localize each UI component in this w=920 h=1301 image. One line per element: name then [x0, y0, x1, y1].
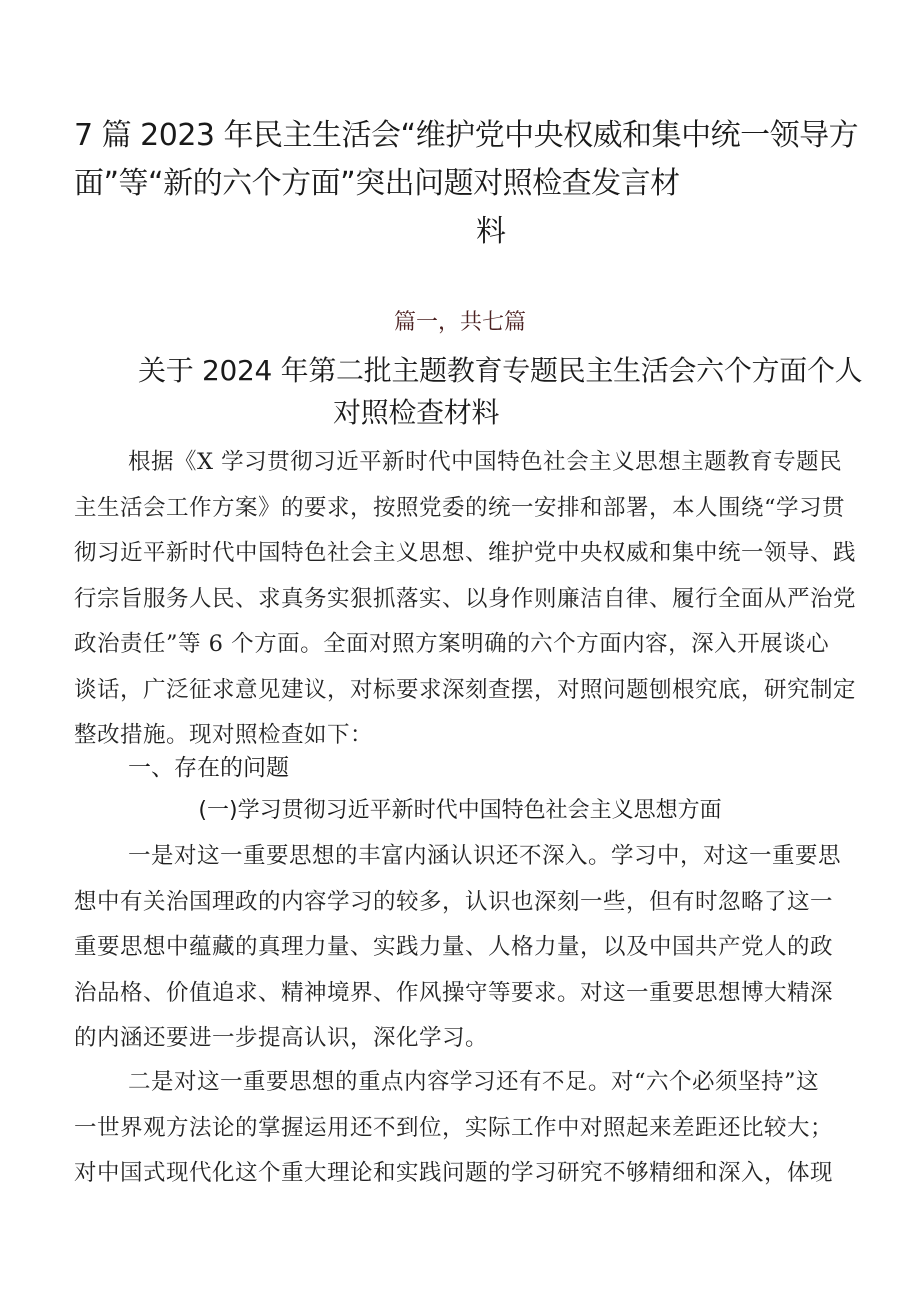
- title-line: 7 篇 2023 年民主生活会“维护党中央权威和集中统一领导方: [74, 118, 859, 153]
- paragraph-line: 政治责任”等 6 个方面。全面对照方案明确的六个方面内容，深入开展谈心: [74, 631, 830, 657]
- title-line: 面”等“新的六个方面”突出问题对照检查发言材: [74, 166, 680, 201]
- paragraph-line: 主生活会工作方案》的要求，按照党委的统一安排和部署，本人围绕“学习贯: [74, 494, 846, 521]
- paragraph-line: 彻习近平新时代中国特色社会主义思想、维护党中央权威和集中统一领导、践: [74, 540, 857, 566]
- paragraph-line: 行宗旨服务人民、求真务实狠抓落实、以身作则廉洁自律、履行全面从严治党: [74, 585, 857, 612]
- paragraph-line: 根据《X 学习贯彻习近平新时代中国特色社会主义思想主题教育专题民: [128, 449, 843, 475]
- paragraph-line: 谈话，广泛征求意见建议，对标要求深刻查摆，对照问题刨根究底，研究制定: [74, 676, 857, 703]
- paragraph-line: 治品格、价值追求、精神境界、作风操守等要求。对这一重要思想博大精深: [74, 979, 834, 1006]
- paragraph-line: 一世界观方法论的掌握运用还不到位，实际工作中对照起来差距还比较大；: [74, 1114, 834, 1141]
- section-heading: 一、存在的问题: [128, 755, 289, 781]
- paragraph-line: 重要思想中蕴藏的真理力量、实践力量、人格力量，以及中国共产党人的政: [74, 934, 834, 960]
- paragraph-line: 一是对这一重要思想的丰富内涵认识还不深入。学习中，对这一重要思: [128, 843, 842, 869]
- document-subtitle: [138, 350, 863, 434]
- intro-paragraph: [74, 440, 857, 759]
- subtitle-line: 对照检查材料: [333, 396, 500, 429]
- paragraph-line: 整改措施。现对照检查如下：: [74, 722, 374, 748]
- part-label: 篇一，共七篇: [393, 310, 526, 335]
- paragraph-line: 想中有关治国理政的内容学习的较多，认识也深刻一些，但有时忽略了这一: [74, 888, 834, 915]
- title-line: 料: [476, 214, 506, 249]
- body-paragraph: [74, 834, 854, 1062]
- body-paragraph: [74, 1060, 854, 1197]
- document-title: [74, 112, 859, 256]
- paragraph-line: 的内涵还要进一步提高认识，深化学习。: [74, 1025, 489, 1051]
- paragraph-line: 二是对这一重要思想的重点内容学习还有不足。对“六个必须坚持”这: [128, 1069, 820, 1095]
- subsection-heading: (一)学习贯彻习近平新时代中国特色社会主义思想方面: [198, 798, 722, 823]
- paragraph-line: 对中国式现代化这个重大理论和实践问题的学习研究不够精细和深入，体现: [74, 1160, 834, 1186]
- subtitle-line: 关于 2024 年第二批主题教育专题民主生活会六个方面个人: [138, 354, 863, 387]
